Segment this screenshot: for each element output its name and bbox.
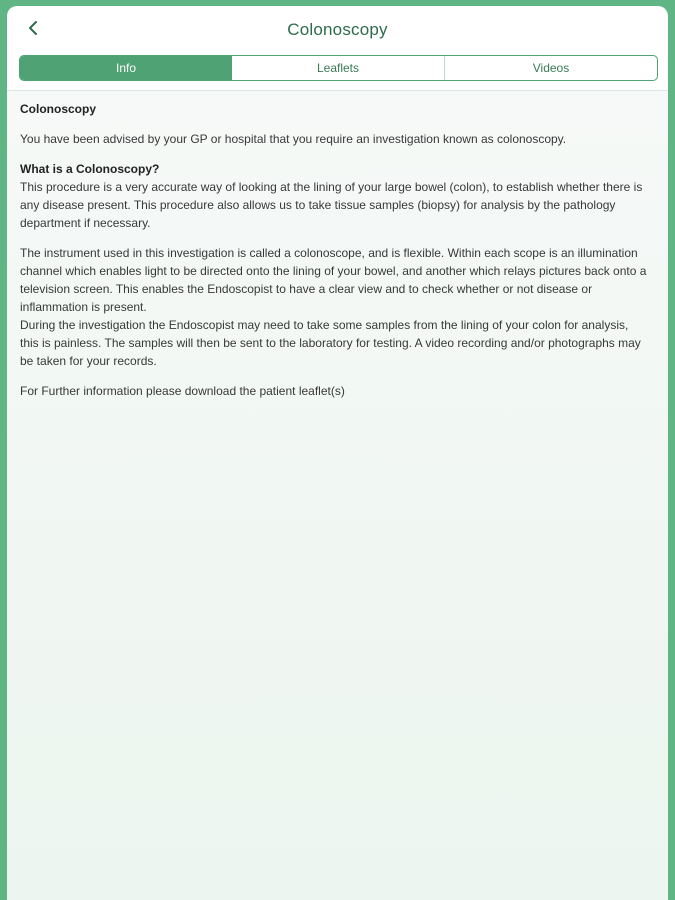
what-heading: What is a Colonoscopy? — [20, 162, 160, 176]
page-title: Colonoscopy — [287, 20, 388, 39]
further-info-paragraph: For Further information please download the patient leaflet(s) — [20, 384, 345, 398]
content-heading: Colonoscopy — [20, 102, 97, 116]
samples-paragraph: During the investigation the Endoscopist may need to take some samples from the lining of your colon for analysis, this is painless. The samples will then be sent to the laboratory for testing. A video recording and/or photographs may be taken for your records. — [20, 318, 641, 368]
tab-info[interactable]: Info — [20, 56, 232, 80]
header-divider — [7, 90, 668, 91]
app-window — [7, 6, 668, 900]
instrument-paragraph: The instrument used in this investigation is called a colonoscope, and is flexible. Within each scope is an illumination channel which enables light to be directed onto the lining of your bowel, and another which relays pictures back onto a television screen. This enables the Endoscopist to have a clear view and to check whether or not disease or inflammation is present. — [20, 246, 647, 314]
segmented-tabs — [19, 55, 658, 81]
info-content — [20, 100, 650, 412]
intro-paragraph: You have been advised by your GP or hospital that you require an investigation known as colonoscopy. — [20, 132, 567, 146]
navigation-bar — [7, 6, 668, 54]
tab-videos[interactable]: Videos — [444, 56, 657, 80]
what-section — [20, 160, 650, 232]
tab-leaflets[interactable]: Leaflets — [316, 61, 360, 75]
instrument-section — [20, 244, 650, 370]
what-paragraph: This procedure is a very accurate way of looking at the lining of your large bowel (colon), to establish whether there is any disease present. This procedure also allows us to take tissue samples (biopsy) for analysis by the pathology department if necessary. — [20, 180, 643, 230]
